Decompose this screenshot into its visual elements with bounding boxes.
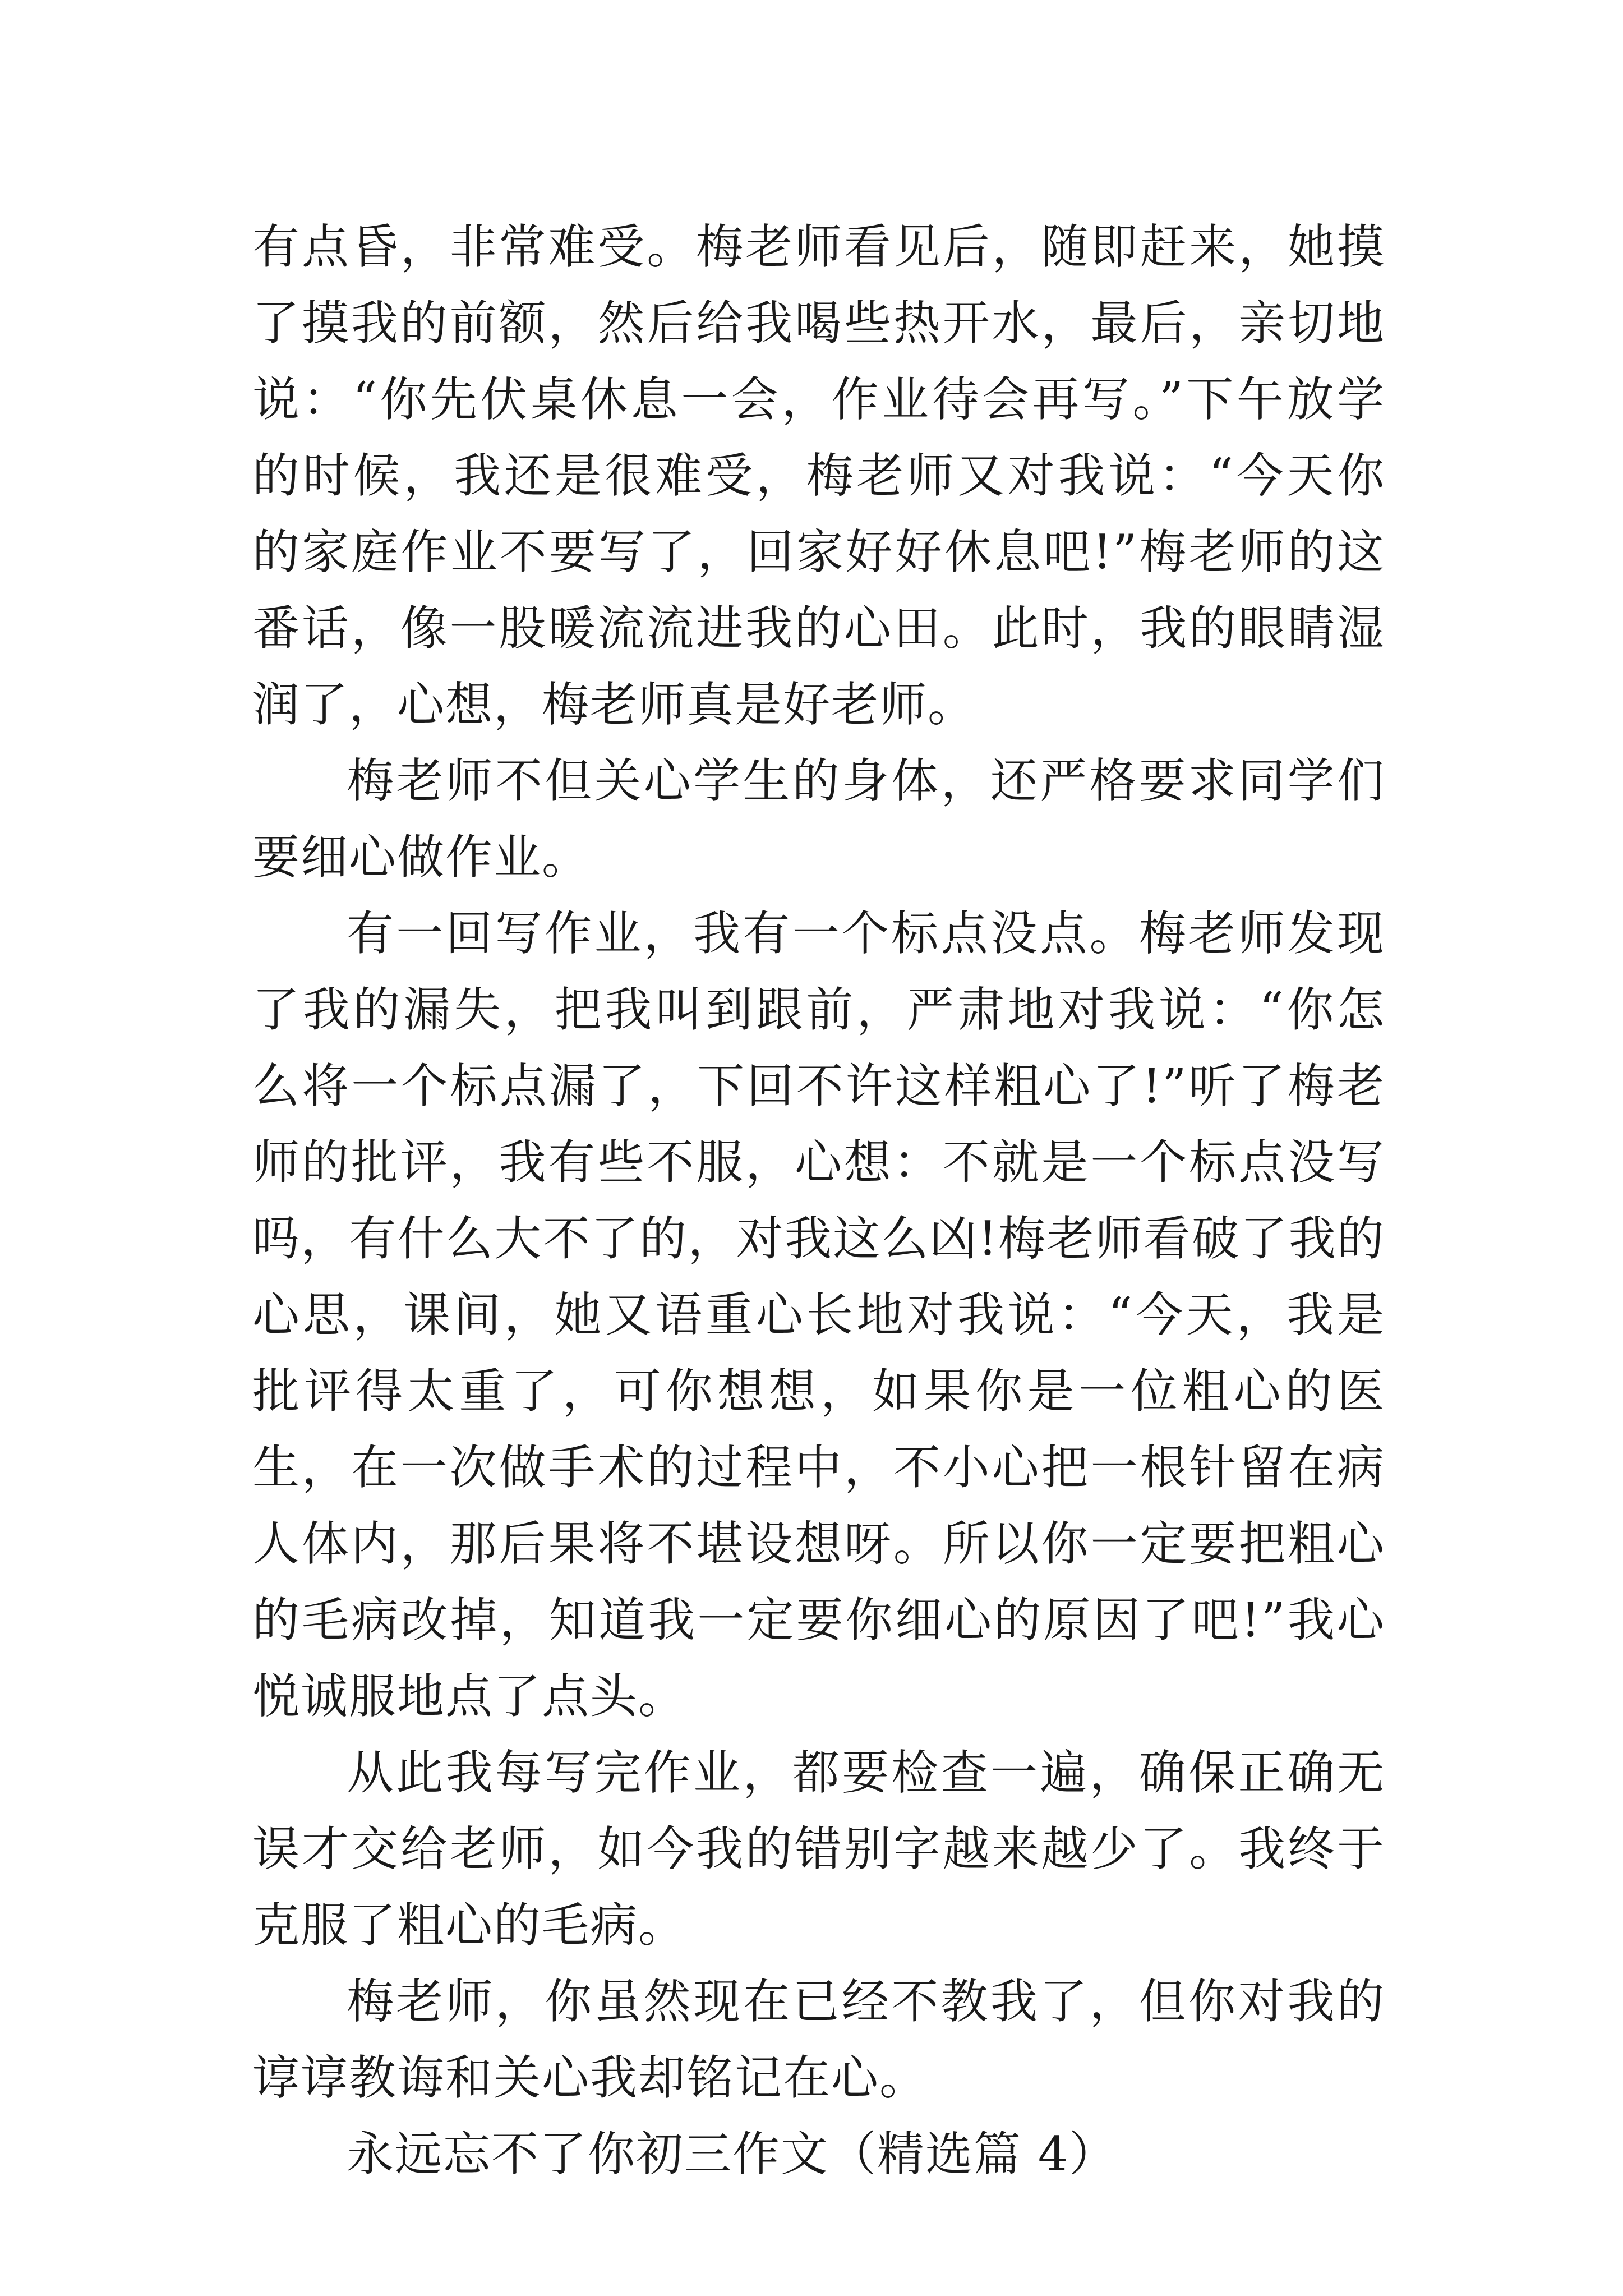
section-heading: 永远忘不了你初三作文（精选篇 4） [347, 2127, 1118, 2182]
document-body [252, 209, 1385, 2192]
paragraph-1: 有点昏，非常难受。梅老师看见后，随即赶来，她摸了摸我的前额，然后给我喝些热开水，最后，亲切地说：“你先伏桌休息一会，作业待会再写。”下午放学的时候，我还是很难受，梅老师又对我说：“今天你的家庭作业不要写了，回家好好休息吧!”梅老师的这番话，像一股暖流流进我的心田。此时，我的眼睛湿润了，心想，梅老师真是好老师。 [252, 219, 1385, 732]
paragraph-2: 梅老师不但关心学生的身体，还严格要求同学们要细心做作业。 [252, 753, 1385, 885]
paragraph-5: 梅老师，你虽然现在已经不教我了，但你对我的谆谆教诲和关心我却铭记在心。 [252, 1974, 1385, 2105]
paragraph-3: 有一回写作业，我有一个标点没点。梅老师发现了我的漏失，把我叫到跟前，严肃地对我说：“你怎么将一个标点漏了，下回不许这样粗心了!”听了梅老师的批评，我有些不服，心想：不就是一个标点没写吗，有什么大不了的，对我这么凶!梅老师看破了我的心思，课间，她又语重心长地对我说：“今天，我是批评得太重了，可你想想，如果你是一位粗心的医生，在一次做手术的过程中，不小心把一根针留在病人体内，那后果将不堪设想呀。所以你一定要把粗心的毛病改掉，知道我一定要你细心的原因了吧!”我心悦诚服地点了点头。 [252, 906, 1385, 1724]
paragraph-4: 从此我每写完作业，都要检查一遍，确保正确无误才交给老师，如今我的错别字越来越少了。我终于克服了粗心的毛病。 [252, 1745, 1385, 1953]
